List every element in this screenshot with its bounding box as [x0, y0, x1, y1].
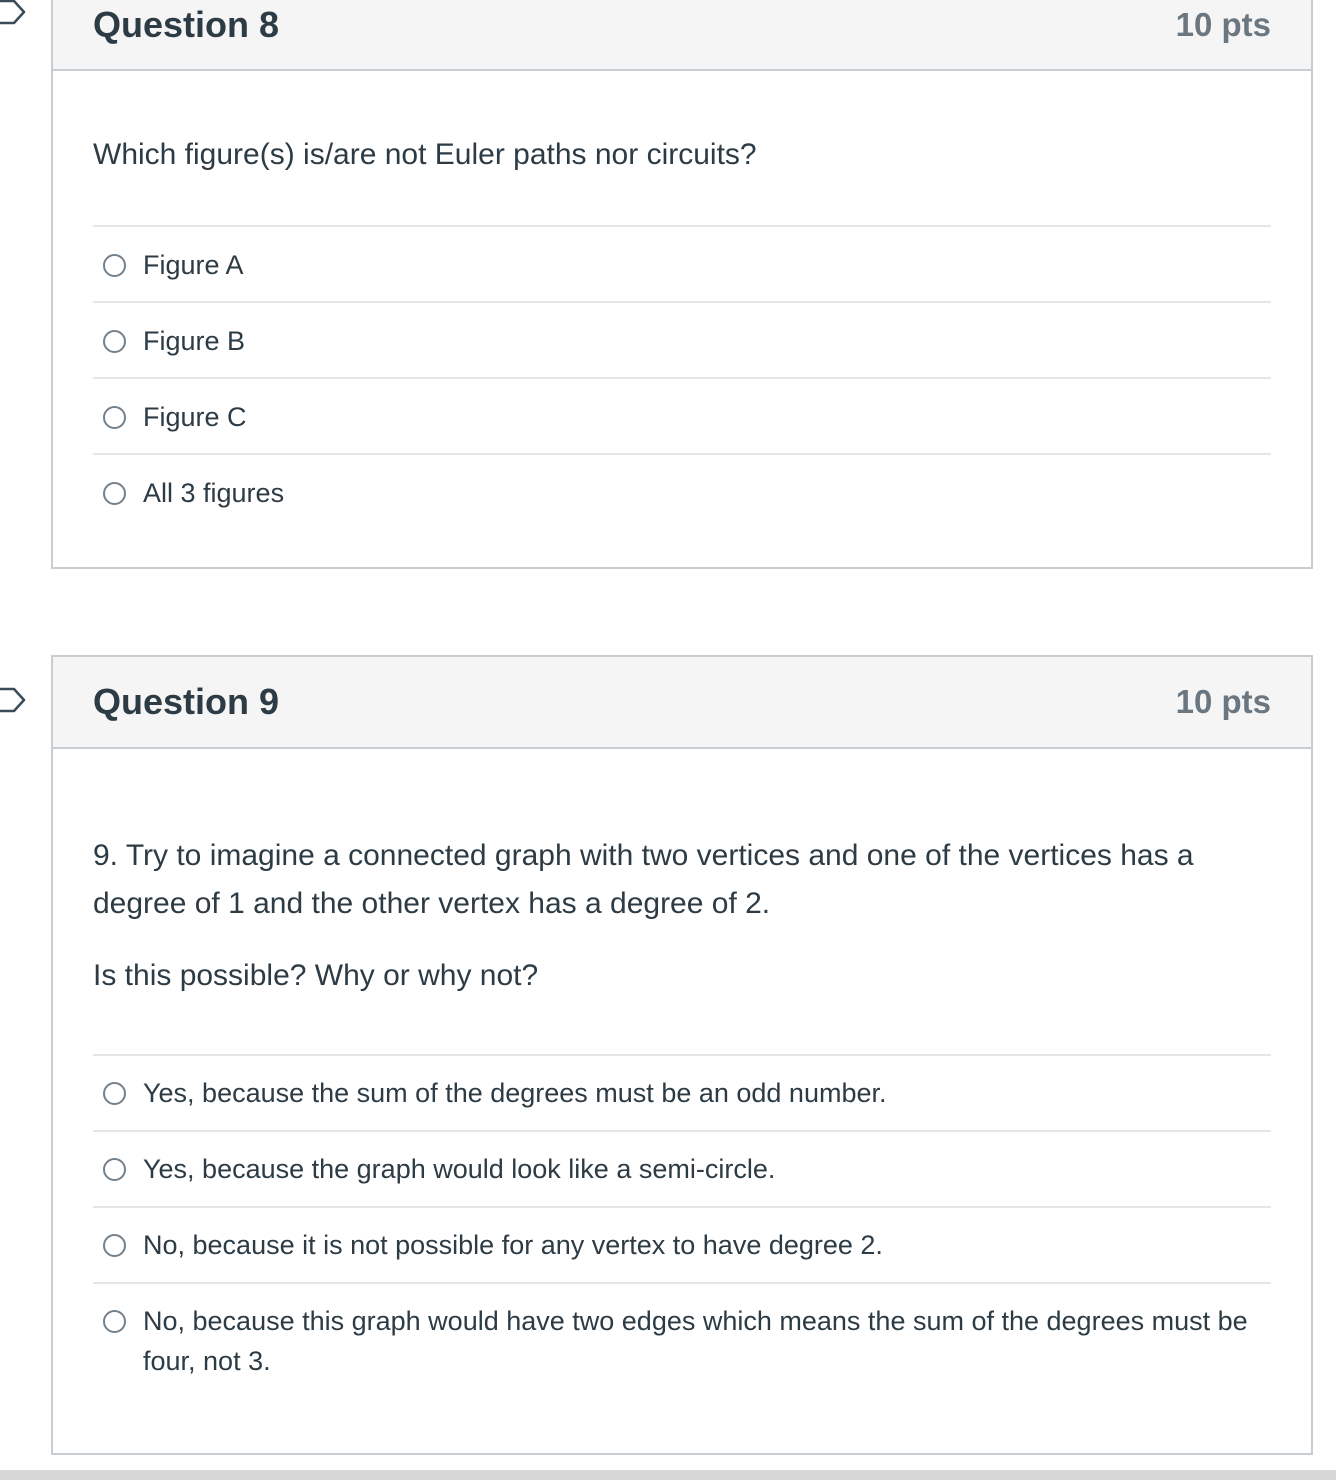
answer-label: Figure A	[143, 250, 244, 280]
radio-button-icon[interactable]	[103, 1082, 126, 1105]
answer-option[interactable]	[93, 379, 1271, 455]
answer-option[interactable]	[93, 1056, 1271, 1132]
answer-option[interactable]	[93, 1284, 1271, 1381]
question-8-header	[53, 0, 1311, 71]
answer-label: Figure B	[143, 326, 246, 356]
answer-label: Yes, because the sum of the degrees must be an odd number.	[143, 1078, 887, 1108]
answer-option[interactable]	[93, 303, 1271, 379]
radio-button-icon[interactable]	[103, 406, 126, 429]
bookmark-flag-icon[interactable]	[0, 686, 28, 714]
answer-option[interactable]	[93, 1208, 1271, 1284]
bookmark-flag-icon[interactable]	[0, 0, 28, 26]
radio-button-icon[interactable]	[103, 1310, 126, 1333]
question-points: 10 pts	[1175, 683, 1271, 720]
bottom-bar	[0, 1470, 1336, 1480]
answer-option[interactable]	[93, 455, 1271, 531]
radio-button-icon[interactable]	[103, 1158, 126, 1181]
answer-label: No, because this graph would have two edges which means the sum of the degrees must be four, not 3.	[143, 1306, 1248, 1376]
question-9-body	[53, 749, 1311, 1381]
answer-label: No, because it is not possible for any vertex to have degree 2.	[143, 1230, 883, 1260]
question-prompt: Which figure(s) is/are not Euler paths nor circuits?	[93, 138, 757, 171]
answer-option[interactable]	[93, 1132, 1271, 1208]
answer-label: Yes, because the graph would look like a semi-circle.	[143, 1154, 776, 1184]
answer-label: All 3 figures	[143, 478, 285, 508]
question-9-header	[53, 657, 1311, 749]
question-title: Question 9	[93, 681, 280, 722]
question-points: 10 pts	[1175, 6, 1271, 43]
radio-button-icon[interactable]	[103, 330, 126, 353]
radio-button-icon[interactable]	[103, 254, 126, 277]
question-prompt-followup: Is this possible? Why or why not?	[93, 959, 539, 992]
question-8-body	[53, 71, 1311, 531]
answer-list	[93, 225, 1271, 531]
question-title: Question 8	[93, 4, 280, 45]
answer-label: Figure C	[143, 402, 247, 432]
answer-option[interactable]	[93, 227, 1271, 303]
question-9-card	[51, 655, 1313, 1455]
radio-button-icon[interactable]	[103, 482, 126, 505]
question-8-card	[51, 0, 1313, 569]
question-prompt: 9. Try to imagine a connected graph with two vertices and one of the vertices has a degree of 1 and the other vertex has a degree of 2.	[93, 839, 1194, 920]
answer-list	[93, 1054, 1271, 1381]
radio-button-icon[interactable]	[103, 1234, 126, 1257]
